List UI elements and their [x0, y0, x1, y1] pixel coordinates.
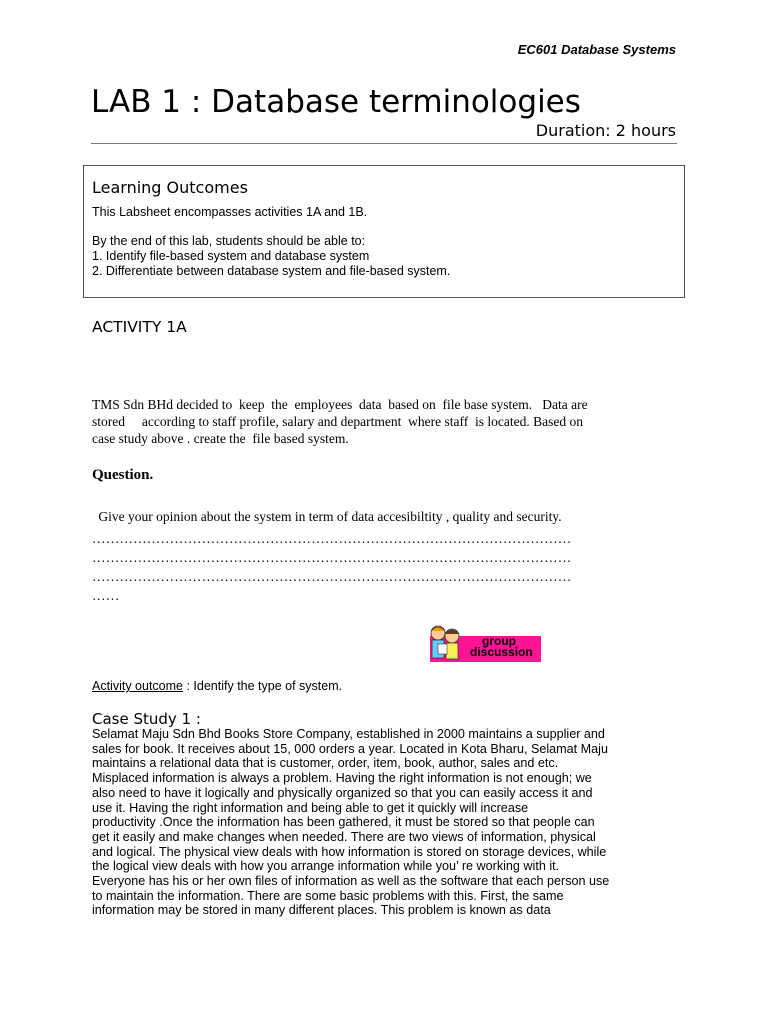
- learning-outcome-line: By the end of this lab, students should be able to:: [92, 234, 366, 248]
- scenario-paragraph: [92, 396, 672, 447]
- question-heading: Question.: [92, 467, 154, 483]
- answer-lines: [92, 529, 572, 605]
- scenario-line: stored according to staff profile, salary and department where staff is located. Based on: [92, 414, 583, 429]
- badge-text: [470, 636, 533, 658]
- badge-line1: group: [482, 634, 516, 648]
- question-text: Give your opinion about the system in term of data accesibiltity , quality and security.: [95, 509, 562, 524]
- case-study-line: productivity .Once the information has been gathered, it must be stored so that people can: [92, 815, 595, 830]
- answer-dotted-line: ……………………………………………………………………………………………: [92, 531, 572, 546]
- case-study-line: sales for book. It receives about 15, 000 orders a year. Located in Kota Bharu, Selamat Maju: [92, 741, 608, 756]
- case-study-line: get it easily and make changes when needed. There are two views of information, physical: [92, 829, 596, 844]
- learning-outcomes-intro: This Labsheet encompasses activities 1A and 1B.: [92, 205, 368, 219]
- case-study-line: information may be stored in many different places. This problem is known as data: [92, 903, 551, 918]
- learning-outcome-line: 1. Identify file-based system and database system: [92, 249, 370, 263]
- answer-dotted-line: ……………………………………………………………………………………………: [92, 569, 572, 584]
- case-study-body: [92, 727, 682, 918]
- page-title: LAB 1 : Database terminologies: [91, 84, 581, 120]
- case-study-line: and logical. The physical view deals with how information is stored on storage devices, while: [92, 844, 607, 859]
- case-study-line: use it. Having the right information and being able to get it quickly will increase: [92, 800, 529, 815]
- activity-heading: ACTIVITY 1A: [92, 318, 187, 336]
- learning-outcomes-list: [92, 234, 450, 279]
- scenario-line: case study above . create the file based system.: [92, 431, 349, 446]
- case-study-line: the logical view deals with how you arrange information while you’ re working with it.: [92, 859, 560, 874]
- learning-outcomes-heading: Learning Outcomes: [92, 178, 248, 197]
- scenario-line: TMS Sdn BHd decided to keep the employees data based on file base system. Data are: [92, 397, 588, 412]
- group-discussion-badge: [428, 624, 543, 662]
- case-study-line: Everyone has his or her own files of information as well as the software that each person use: [92, 874, 610, 889]
- title-divider: [91, 143, 677, 144]
- case-study-line: maintains a relational data that is customer, order, item, book, author, sales and etc.: [92, 756, 559, 771]
- case-study-line: Selamat Maju Sdn Bhd Books Store Company, established in 2000 maintains a supplier and: [92, 727, 605, 741]
- activity-outcome: [92, 679, 342, 694]
- activity-outcome-label: Activity outcome: [92, 679, 184, 693]
- learning-outcome-line: 2. Differentiate between database system and file-based system.: [92, 264, 451, 278]
- case-study-line: Misplaced information is always a problem. Having the right information is not enough; we: [92, 771, 592, 786]
- activity-outcome-text: : Identify the type of system.: [183, 679, 343, 693]
- case-study-heading: Case Study 1 :: [92, 710, 201, 728]
- badge-line2: discussion: [470, 645, 533, 659]
- answer-dotted-line: ……………………………………………………………………………………………: [92, 550, 572, 565]
- case-study-line: to maintain the information. There are some basic problems with this. First, the same: [92, 888, 564, 903]
- answer-dotted-line: ……: [92, 588, 120, 603]
- case-study-line: also need to have it logically and physically organized so that you can easily access it and: [92, 785, 593, 800]
- course-header: EC601 Database Systems: [517, 42, 676, 57]
- duration-label: Duration: 2 hours: [535, 121, 676, 140]
